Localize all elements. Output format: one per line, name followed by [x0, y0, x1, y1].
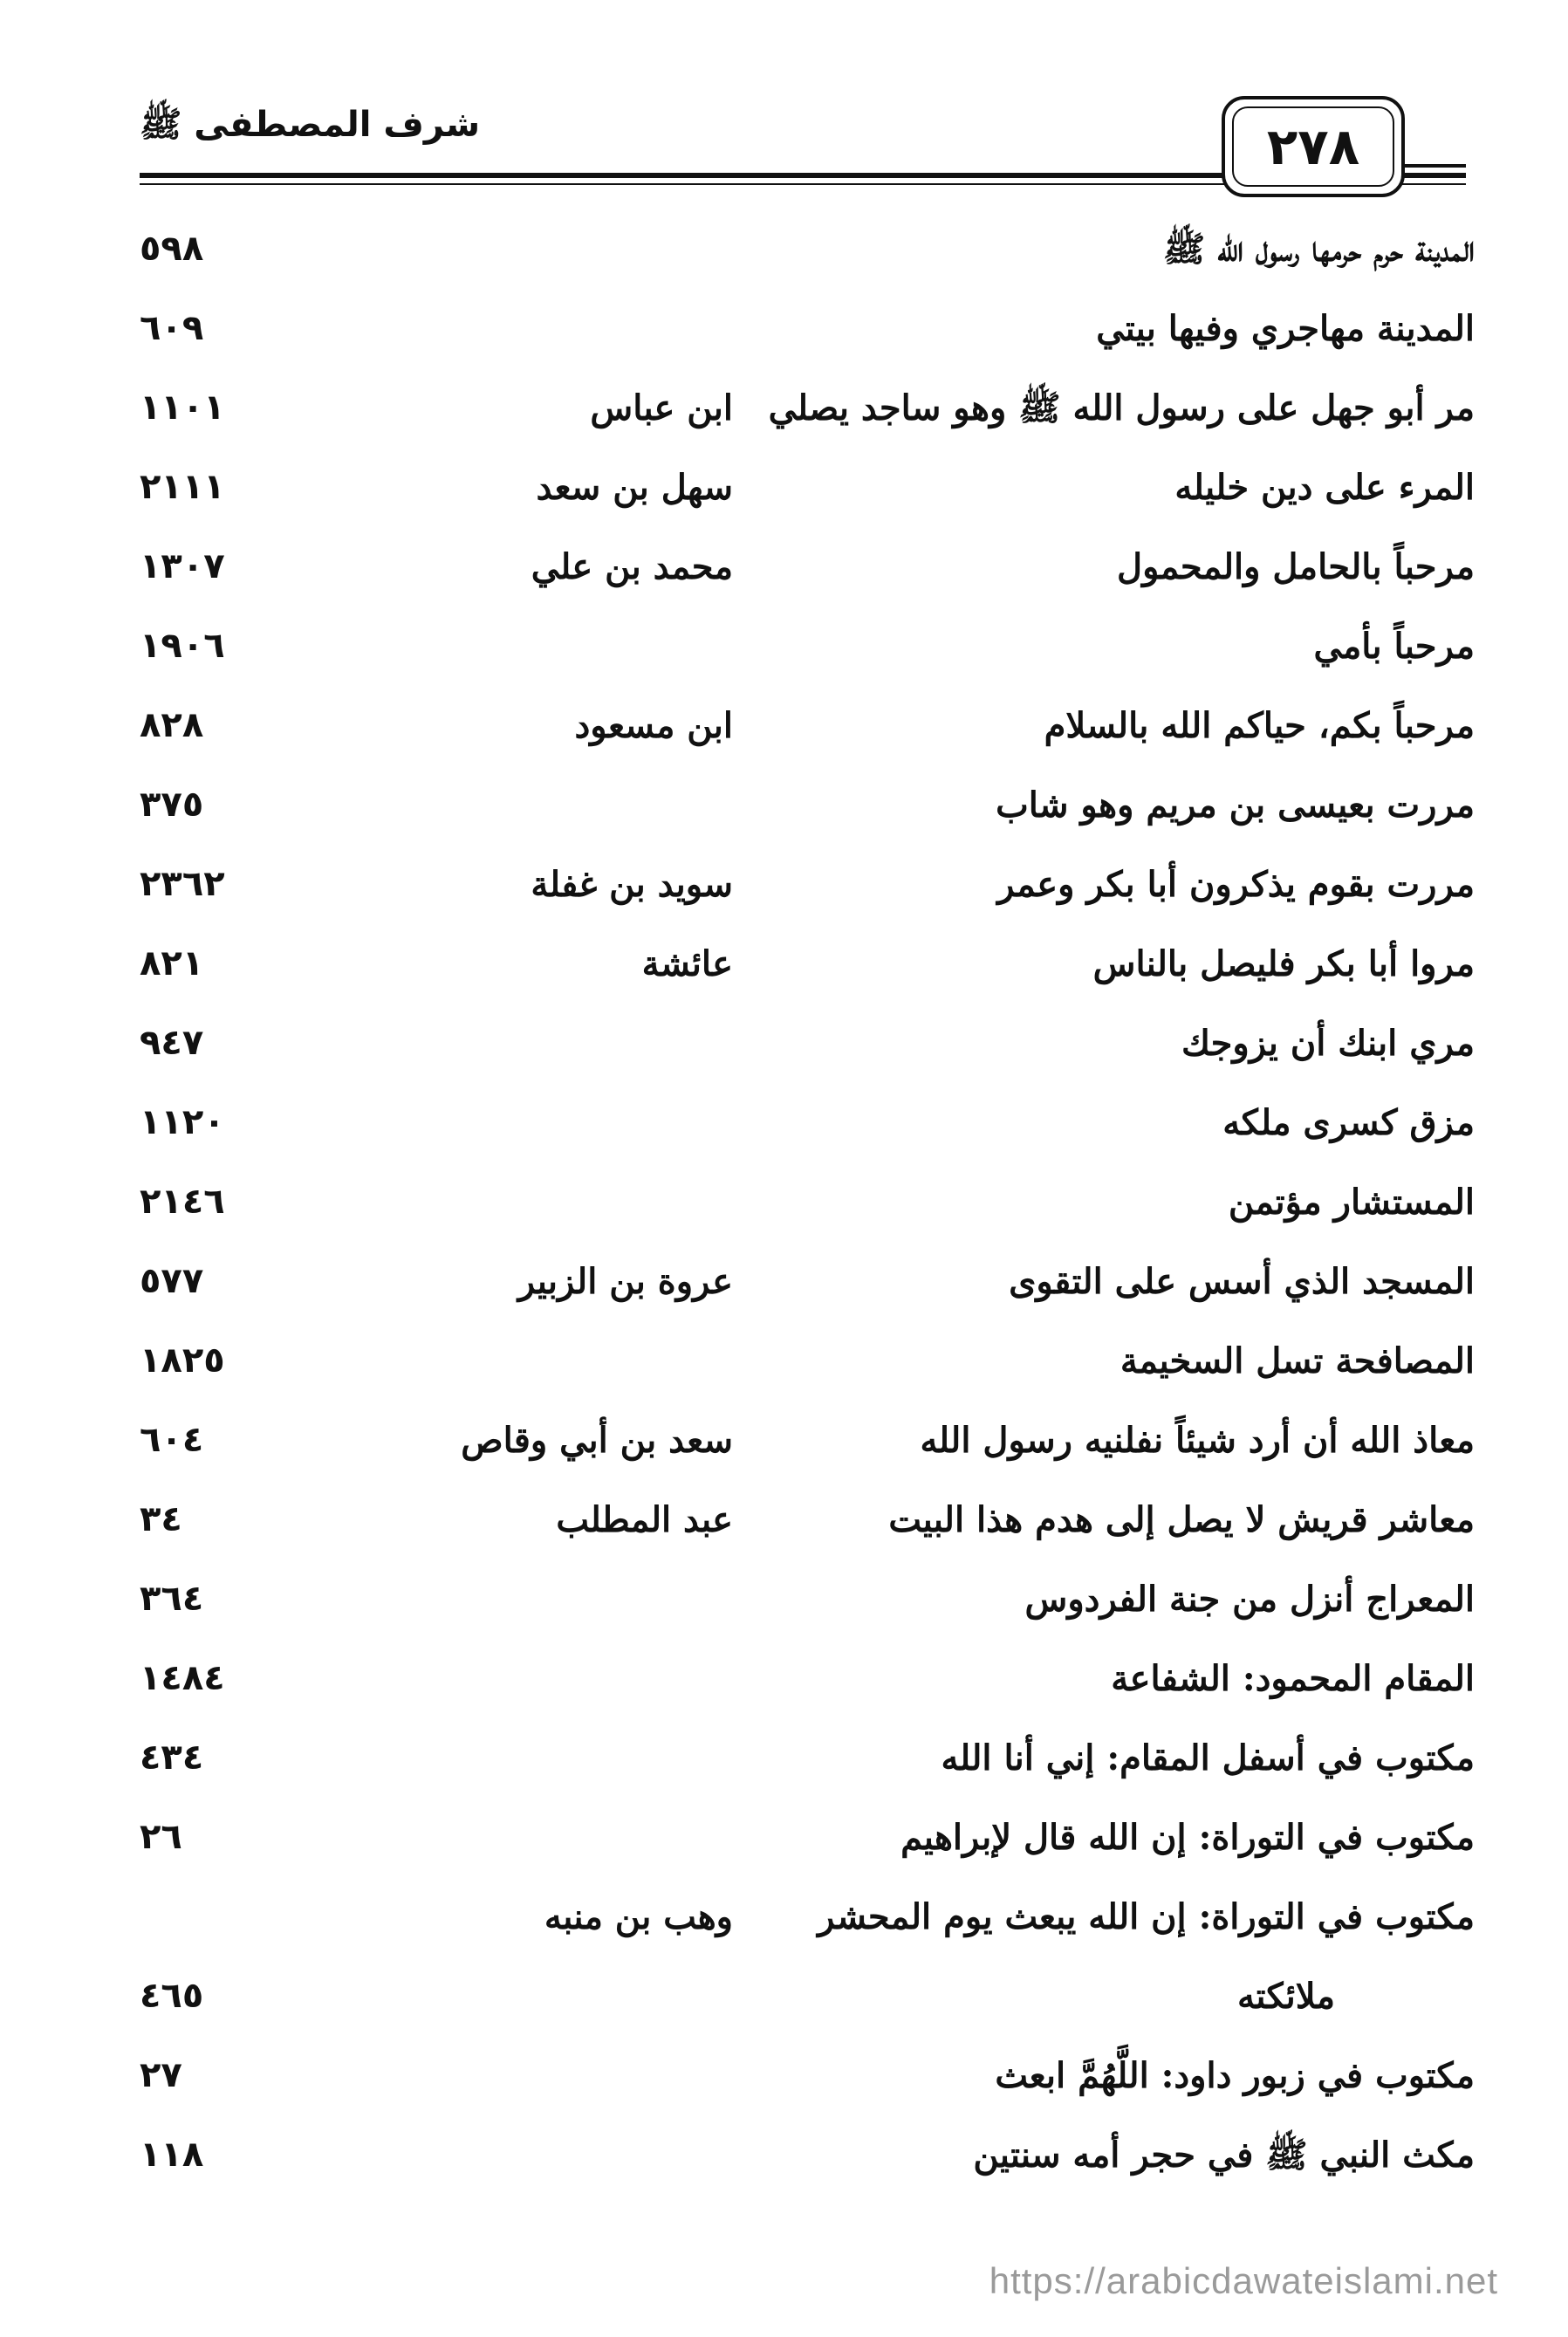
index-entry-row: [140, 1480, 1475, 1559]
entry-text: مرحباً بأمي: [1313, 626, 1475, 667]
entry-page-number: ٤٣٤: [140, 1737, 204, 1778]
watermark-url: https://arabicdawateislami.net: [989, 2260, 1498, 2301]
index-entry-row: [140, 845, 1475, 924]
entry-page-number: ٨٢٨: [140, 705, 204, 745]
index-entry-row: [140, 1877, 1475, 1957]
entry-page-number: ٤٦٥: [140, 1976, 204, 2016]
entry-text: مكتوب في زبور داود: اللَّهُمَّ ابعث: [995, 2055, 1475, 2096]
entry-text: ملائكته: [1236, 1976, 1335, 2017]
entry-page-number: ٢١١١: [140, 467, 225, 507]
index-entry-row: [140, 527, 1475, 607]
index-entry-row: [140, 607, 1475, 686]
entry-text: المرء على دين خليله: [1174, 467, 1475, 508]
entry-text: المقام المحمود: الشفاعة: [1111, 1658, 1475, 1699]
entry-page-number: ٢٦: [140, 1817, 182, 1857]
entry-page-number: ٦٠٩: [140, 308, 204, 348]
entry-page-number: ٢٧: [140, 2055, 182, 2095]
index-entry-row: [140, 686, 1475, 765]
book-title: شرف المصطفى ﷺ: [140, 103, 489, 154]
entry-narrator: محمد بن علي: [531, 546, 733, 587]
entry-page-number: ٥٧٧: [140, 1261, 204, 1301]
entry-page-number: ٥٩٨: [140, 229, 204, 269]
entry-text: مكتوب في التوراة: إن الله يبعث يوم المحشر: [818, 1896, 1475, 1937]
index-entry-row: [140, 1798, 1475, 1877]
entry-page-number: ٩٤٧: [140, 1023, 204, 1063]
entry-page-number: ٦٠٤: [140, 1420, 204, 1460]
page-number: ٢٧٨: [1232, 106, 1394, 187]
index-entries-list: [140, 209, 1475, 2195]
entry-text: معاذ الله أن أرد شيئاً نفلنيه رسول الله: [920, 1420, 1475, 1461]
entry-page-number: ١٤٨٤: [140, 1658, 225, 1698]
entry-narrator: سويد بن غفلة: [531, 864, 733, 905]
entry-text: المستشار مؤتمن: [1228, 1182, 1475, 1223]
index-entry-row: [140, 924, 1475, 1004]
index-entry-row: [140, 2036, 1475, 2115]
entry-text: معاشر قريش لا يصل إلى هدم هذا البيت: [888, 1499, 1475, 1540]
entry-text: مرحباً بالحامل والمحمول: [1117, 546, 1475, 587]
entry-page-number: ١١٢٠: [140, 1102, 225, 1142]
entry-text: مر أبو جهل على رسول الله ﷺ وهو ساجد يصلي: [768, 387, 1475, 428]
entry-text: المسجد الذي أسس على التقوى: [1009, 1261, 1475, 1302]
index-entry-row: [140, 1242, 1475, 1321]
index-entry-row: [140, 289, 1475, 368]
entry-text: مررت بعيسى بن مريم وهو شاب: [996, 785, 1475, 826]
index-entry-row: [140, 765, 1475, 845]
entry-text: مكتوب في أسفل المقام: إني أنا الله: [941, 1737, 1475, 1778]
entry-narrator: عروة بن الزبير: [517, 1261, 733, 1302]
entry-text: المصافحة تسل السخيمة: [1120, 1340, 1475, 1381]
entry-text: مروا أبا بكر فليصل بالناس: [1092, 943, 1475, 984]
entry-text: مرحباً بكم، حياكم الله بالسلام: [1044, 705, 1475, 746]
entry-text: مزق كسرى ملكه: [1222, 1102, 1475, 1143]
entry-narrator: سعد بن أبي وقاص: [461, 1420, 733, 1461]
entry-narrator: عبد المطلب: [556, 1499, 733, 1540]
index-entry-row: [140, 1559, 1475, 1639]
entry-narrator: ابن مسعود: [574, 705, 733, 746]
entry-text: مكث النبي ﷺ في حجر أمه سنتين: [973, 2135, 1475, 2176]
entry-page-number: ٢١٤٦: [140, 1182, 225, 1222]
index-entry-row: [140, 1162, 1475, 1242]
entry-page-number: ١٨٢٥: [140, 1340, 225, 1381]
entry-page-number: ٣٤: [140, 1499, 182, 1539]
index-entry-row: [140, 448, 1475, 527]
index-entry-row: [140, 1083, 1475, 1162]
entry-page-number: ١١٨: [140, 2135, 204, 2175]
entry-narrator: ابن عباس: [590, 387, 733, 428]
entry-text: مري ابنك أن يزوجك: [1181, 1023, 1475, 1064]
entry-narrator: عائشة: [641, 943, 733, 984]
entry-text: مررت بقوم يذكرون أبا بكر وعمر: [997, 864, 1475, 905]
entry-page-number: ٢٣٦٢: [140, 864, 225, 904]
entry-page-number: ١١٠١: [140, 387, 225, 428]
index-entry-row: [140, 1401, 1475, 1480]
index-entry-row: [140, 2115, 1475, 2195]
entry-page-number: ٣٧٥: [140, 785, 204, 825]
index-entry-row: [140, 1004, 1475, 1083]
entry-text: المعراج أنزل من جنة الفردوس: [1024, 1579, 1475, 1620]
index-entry-row: [140, 209, 1475, 289]
entry-text: المدينة حرم حرمها رسول الله ﷺ: [1162, 229, 1475, 270]
page-header: [140, 96, 1466, 192]
entry-text: المدينة مهاجري وفيها بيتي: [1096, 308, 1475, 349]
index-entry-row: [140, 1718, 1475, 1798]
entry-page-number: ١٣٠٧: [140, 546, 225, 586]
index-entry-row: [140, 1321, 1475, 1401]
index-entry-row: [140, 1639, 1475, 1718]
index-entry-row: [140, 368, 1475, 448]
entry-narrator: سهل بن سعد: [536, 467, 733, 508]
index-entry-row: [140, 1957, 1475, 2036]
page-number-frame: [1222, 96, 1405, 197]
entry-narrator: وهب بن منبه: [544, 1896, 733, 1937]
entry-page-number: ٣٦٤: [140, 1579, 204, 1619]
header-ornament-line: [1405, 164, 1466, 168]
entry-page-number: ١٩٠٦: [140, 626, 225, 666]
entry-text: مكتوب في التوراة: إن الله قال لإبراهيم: [900, 1817, 1475, 1858]
entry-page-number: ٨٢١: [140, 943, 204, 983]
